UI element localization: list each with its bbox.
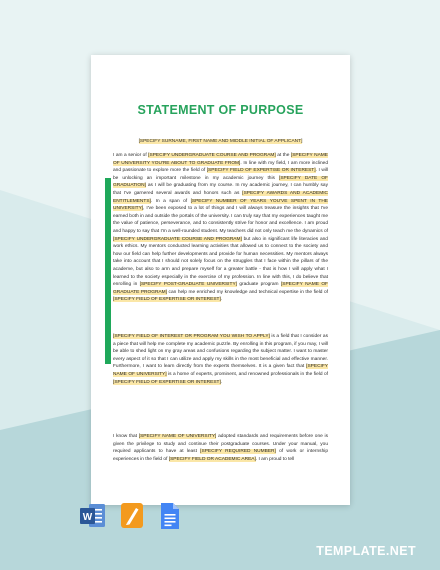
document-title: STATEMENT OF PURPOSE [137,103,304,117]
body-text-segment: adopted standards and requirements before one is given the privilege to study and continue their postgraduate courses. Under your manual, you required applicants to have at least [113,434,328,455]
word-icon[interactable] [80,502,106,530]
subtitle-placeholder: [SPECIFY SURNAME, FIRST NAME AND MIDDLE INITIAL OF APPLICANT] [138,139,303,144]
document-page [91,55,350,505]
placeholder-field: [SPECIFY POST-GRADUATE UNIVERSITY] [139,282,237,288]
body-text-segment: is a field that I consider as a piece that will help me complete my academic puzzle. By enrolling in this program, if you may, I will be able to shed light on my gray areas and confusions regarding the subject matter. I want to master every aspect of it so that I can utilize and apply my skills in the most beneficial and effective manner. Furthermore, I want to learn directly from the experts themselves. It is a given fact that [113,334,328,370]
body-text-segment: of work or internship experiences in the field of [113,449,328,462]
google-docs-icon[interactable] [160,502,180,530]
placeholder-field: [SPECIFY AWARDS AND ACADEMIC ENTITLEMENTS] [113,190,328,204]
svg-text:W: W [82,512,93,523]
body-text-segment: I am a senior of [113,153,149,158]
green-accent-bar [105,178,111,364]
body-text-segment: but also in significant life literacies and work ethics. My mentors conducted learning activities that allowed us to connect to the society and how our field can help further developments and provide for human necessities. My mentors always take into account that I should not solely focus on the struggles that I face within the pillars of the academe, but also to arm and prepare myself for a greater battle - that is how I will apply what I learned to the society especially in the exercise of my profession. In line with this, I do believe that enrolling in [113,236,328,288]
watermark-logo: TEMPLATE.NET [316,544,416,558]
body-text-segment: I know that [113,434,139,439]
placeholder-field: [SPECIFY FIELD OR ACADEMIC AREA] [168,456,256,462]
body-text-segment: can help me enriched my knowledge and technical expertise in the field of [166,289,329,295]
body-text-segment: as I will be graduating from my course. In my academic journey, I can humbly say that I've garnered several awards and honors such as [113,183,328,196]
paragraph-3 [113,433,328,463]
placeholder-field: [SPECIFY NAME OF GRADUATE PROGRAM] [113,282,328,295]
body-text-segment: . I am proud to tell [255,456,295,462]
paragraph-2 [113,333,328,386]
placeholder-field: [SPECIFY DATE OF GRADUATION] [113,175,328,189]
document-subtitle [121,139,320,145]
placeholder-field: [SPECIFY UNDERGRADUATE COURSE AND PROGRAM] [148,153,276,158]
placeholder-field: [SPECIFY REQUIRED NUMBER] [200,449,276,455]
placeholder-field: [SPECIFY NAME OF UNIVERSITY YOU'RE ABOUT TO GRADUATE FROM] [113,153,328,166]
paragraph-1 [113,152,328,304]
placeholder-field: [SPECIFY FIELD OF EXPERTISE OR INTEREST] [113,297,221,303]
body-text-segment: . I will be unlocking an important milestone in my academic journey this [113,168,328,181]
body-text-segment: graduate program [236,282,281,288]
body-text-segment: . [220,379,223,385]
placeholder-field: [SPECIFY NAME OF UNIVERSITY] [138,434,217,439]
placeholder-field: [SPECIFY NAME OF UNIVERSITY] [113,364,328,377]
body-text-segment: at the [275,153,291,158]
pages-icon[interactable] [120,502,144,530]
placeholder-field: [SPECIFY FIELD OF INTEREST OR PROGRAM YOU WISH TO APPLY] [113,334,270,339]
body-text-segment: , I've been exposed to a lot of things and I will always treasure the insights that I've earned both in and outside the portals of the university. I can truly say that my experiences taught me the value of patience, perseverance, and to consistently strive for honor and excellence. I am proud and happy to say that I'm a well-rounded student. My teachers did not only teach me the dynamics of [113,206,328,234]
placeholder-field: [SPECIFY UNDERGRADUATE COURSE AND PROGRAM] [113,236,242,242]
body-text-segment: . [220,297,223,303]
placeholder-field: [SPECIFY NUMBER OF YEARS YOU'VE SPENT IN THE UNIVERSITY] [113,198,328,212]
placeholder-field: [SPECIFY FIELD OF EXPERTISE OR INTEREST] [113,379,221,385]
placeholder-field: [SPECIFY FIELD OF EXPERTISE OR INTEREST] [206,168,316,174]
body-text-segment: . In a span of [150,198,191,204]
body-text-segment: . In line with my field, I am more inclined and passionate to explore more the field of [113,160,328,174]
body-text-segment: is a home of experts, prominent, and renowned professionals in the field of [166,371,328,377]
